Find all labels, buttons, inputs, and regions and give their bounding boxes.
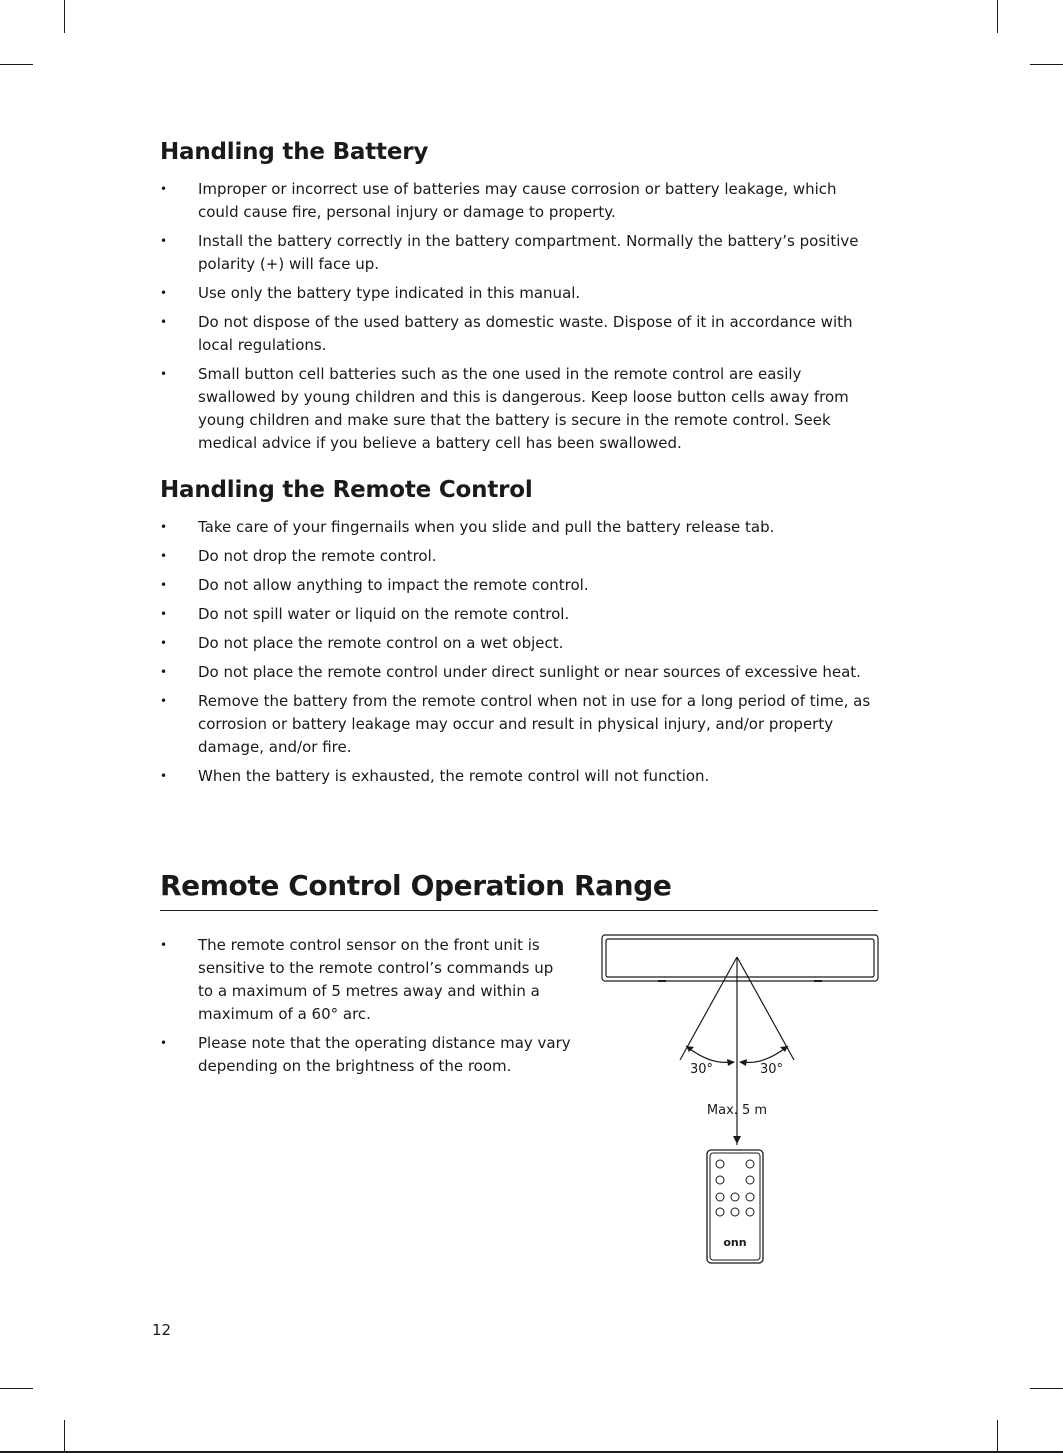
battery-list <box>160 178 878 461</box>
bullet-icon: • <box>160 694 168 708</box>
bullet-icon: • <box>160 938 168 952</box>
crop-mark <box>1030 1388 1063 1389</box>
bullet-icon: • <box>160 607 168 621</box>
bullet-icon: • <box>160 769 168 783</box>
remote-list <box>160 516 878 794</box>
bullet-icon: • <box>160 234 168 248</box>
bullet-icon: • <box>160 520 168 534</box>
bullet-icon: • <box>160 636 168 650</box>
crop-mark <box>64 1420 65 1453</box>
section-title-remote: Handling the Remote Control <box>160 477 533 503</box>
list-item: • Do not place the remote control under direct sunlight or near sources of excessive heat. <box>160 661 878 684</box>
crop-mark <box>997 0 998 33</box>
list-item: • Remove the battery from the remote control when not in use for a long period of time, as corrosion or battery leakage may occur and result in physical injury, and/or property damage, and/or fire. <box>160 692 871 756</box>
list-item: • Do not spill water or liquid on the remote control. <box>160 603 878 626</box>
bullet-icon: • <box>160 367 168 381</box>
list-item: • Do not drop the remote control. <box>160 545 878 568</box>
list-item: • Do not place the remote control on a wet object. <box>160 632 878 655</box>
range-diagram <box>600 925 890 1275</box>
down-arrow-icon <box>733 1121 741 1144</box>
bullet-icon: • <box>160 286 168 300</box>
crop-mark <box>64 0 65 33</box>
list-item: • Install the battery correctly in the battery compartment. Normally the battery’s positive polarity (+) will face up. <box>160 232 859 273</box>
distance-label: Max. 5 m <box>706 1103 768 1118</box>
range-list <box>160 934 572 1084</box>
list-item: • Take care of your fingernails when you slide and pull the battery release tab. <box>160 516 878 539</box>
list-item: • The remote control sensor on the front unit is sensitive to the remote control’s commands up to a maximum of 5 metres away and within a maximum of a 60° arc. <box>160 936 554 1023</box>
remote-logo: onn <box>723 1236 747 1249</box>
crop-mark <box>997 1420 998 1453</box>
list-item: • Do not allow anything to impact the remote control. <box>160 574 878 597</box>
list-item: • Improper or incorrect use of batteries may cause corrosion or battery leakage, which could cause fire, personal injury or damage to property. <box>160 180 837 221</box>
list-item: • Do not dispose of the used battery as domestic waste. Dispose of it in accordance with local regulations. <box>160 313 853 354</box>
bullet-icon: • <box>160 578 168 592</box>
list-item: • Small button cell batteries such as the one used in the remote control are easily swallowed by young children and this is dangerous. Keep loose button cells away from young children and make sure that the battery is secure in the remote control. Seek medical advice if you believe a battery cell has been swallowed. <box>160 365 849 452</box>
crop-mark <box>0 64 33 65</box>
list-item: • Please note that the operating distance may vary depending on the brightness of the room. <box>160 1034 571 1075</box>
bullet-icon: • <box>160 1036 168 1050</box>
range-diagram-svg <box>600 925 890 1275</box>
soundbar-illustration <box>602 935 878 981</box>
list-item: • Use only the battery type indicated in this manual. <box>160 282 878 305</box>
crop-mark <box>1030 64 1063 65</box>
angle-label-right: 30° <box>760 1062 784 1077</box>
section-title-battery: Handling the Battery <box>160 139 429 165</box>
bullet-icon: • <box>160 182 168 196</box>
angle-label-left: 30° <box>690 1062 714 1077</box>
list-item: • When the battery is exhausted, the remote control will not function. <box>160 765 878 788</box>
bullet-icon: • <box>160 665 168 679</box>
page-number: 12 <box>152 1321 172 1339</box>
bullet-icon: • <box>160 549 168 563</box>
bullet-icon: • <box>160 315 168 329</box>
crop-mark <box>0 1388 33 1389</box>
section-title-range: Remote Control Operation Range <box>160 868 878 911</box>
